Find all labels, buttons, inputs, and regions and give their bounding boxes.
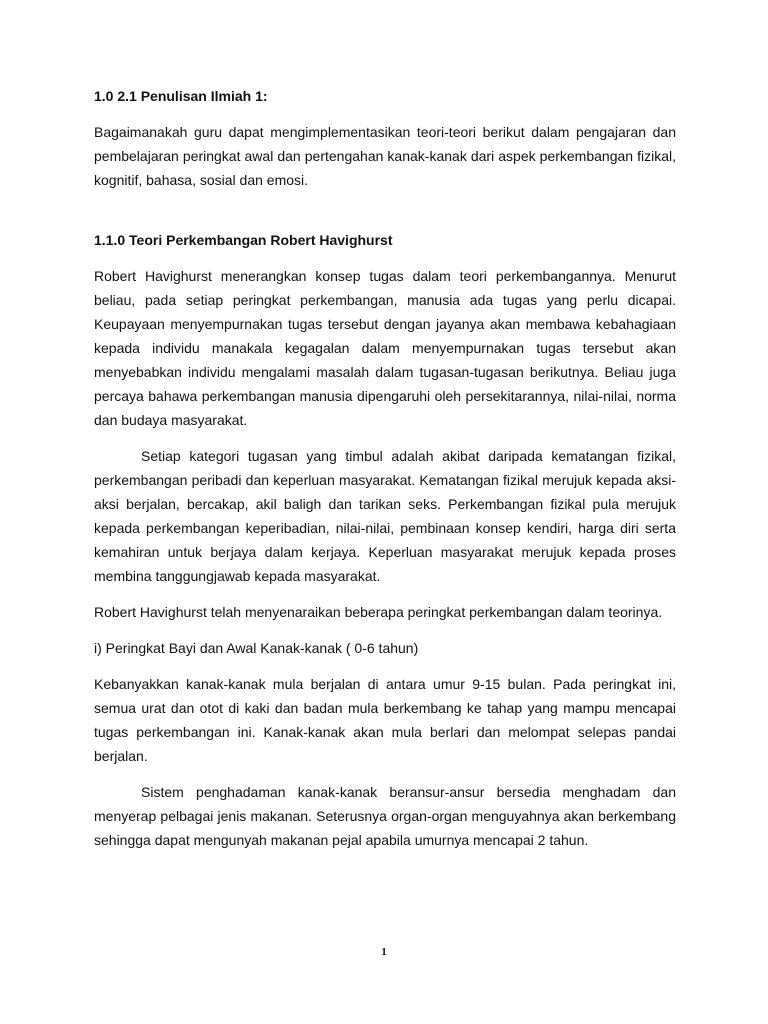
intro-question-paragraph: Bagaimanakah guru dapat mengimplementasikan teori-teori berikut dalam pengajaran dan pembelajaran peringkat awal dan pertengahan kanak-kanak dari aspek perkembangan fizikal, kognitif, bahasa, sosial dan emosi. [94, 124, 676, 188]
paragraph-task-categories: Setiap kategori tugasan yang timbul adalah akibat daripada kematangan fizikal, perkembangan peribadi dan keperluan masyarakat. Kematangan fizikal merujuk kepada aksi-aksi berjalan, bercakap, akil baligh dan tarikan seks. Perkembangan fizikal pula merujuk kepada perkembangan keperibadian, nilai-nilai, pembinaan konsep kendiri, harga diri serta kemahiran untuk berjaya dalam kerjaya. Keperluan masyarakat merujuk kepada proses membina tanggungjawab kepada masyarakat. [94, 448, 676, 584]
document-body [94, 84, 676, 864]
paragraph-stages-intro: Robert Havighurst telah menyenaraikan beberapa peringkat perkembangan dalam teorinya. [94, 604, 663, 620]
section-heading-havighurst: 1.1.0 Teori Perkembangan Robert Havighurst [94, 232, 393, 248]
paragraph-havighurst-concept: Robert Havighurst menerangkan konsep tugas dalam teori perkembangannya. Menurut beliau, pada setiap peringkat perkembangan, manusia ada tugas yang perlu dicapai. Keupayaan menyempurnakan tugas tersebut dengan jayanya akan membawa kebahagiaan kepada individu manakala kegagalan dalam menyempurnakan tugas tersebut akan menyebabkan individu mengalami masalah dalam tugasan-tugasan berikutnya. Beliau juga percaya bahawa perkembangan manusia dipengaruhi oleh persekitarannya, nilai-nilai, norma dan budaya masyarakat. [94, 268, 676, 428]
section-heading-penulisan-ilmiah: 1.0 2.1 Penulisan Ilmiah 1: [94, 88, 268, 104]
paragraph-digestion: Sistem penghadaman kanak-kanak beransur-ansur bersedia menghadam dan menyerap pelbagai jenis makanan. Seterusnya organ-organ menguyahnya akan berkembang sehingga dapat mengunyah makanan pejal apabila umurnya mencapai 2 tahun. [94, 784, 676, 848]
paragraph-walking: Kebanyakkan kanak-kanak mula berjalan di antara umur 9-15 bulan. Pada peringkat ini, semua urat dan otot di kaki dan badan mula berkembang ke tahap yang mampu mencapai tugas perkembangan ini. Kanak-kanak akan mula berlari dan melompat selepas pandai berjalan. [94, 676, 676, 764]
subheading-infant-stage: i) Peringkat Bayi dan Awal Kanak-kanak ( 0-6 tahun) [94, 640, 419, 656]
page-number: 1 [381, 946, 387, 958]
